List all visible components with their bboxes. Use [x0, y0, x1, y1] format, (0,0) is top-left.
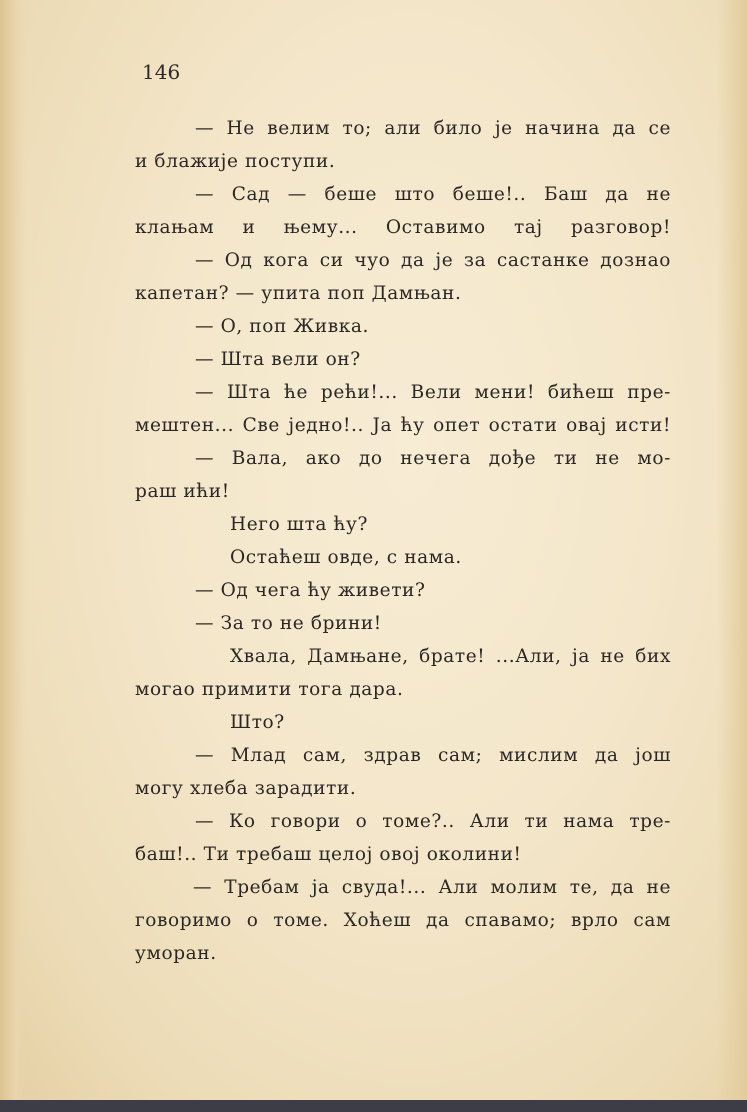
text-line: — Шта вели он? — [195, 349, 361, 370]
text-line: капетан? — упита поп Дамњан. — [135, 283, 462, 304]
text-line: — Требам ја свуда!... Али молим те, да не — [193, 877, 671, 898]
text-line: — О, поп Живка. — [195, 316, 369, 337]
text-line: — Од кога си чуо да је за састанке дознао — [195, 250, 671, 271]
text-line: и блажије поступи. — [135, 151, 336, 172]
text-line: говоримо о томе. Хоћеш да спавамо; врло сам — [135, 910, 671, 931]
text-line: — Од чега ћу живети? — [195, 580, 426, 601]
text-line: Него шта ћу? — [230, 514, 369, 535]
page-number: 146 — [142, 60, 181, 84]
text-line: раш ићи! — [135, 481, 230, 502]
text-line: Хвала, Дамњане, брате! ...Али, ја не бих — [230, 646, 671, 667]
text-line: уморан. — [135, 943, 217, 964]
text-line: Остаћеш овде, с нама. — [230, 547, 462, 568]
text-line: — Вала, ако до нечега дође ти не мо- — [195, 448, 671, 469]
text-line: Што? — [230, 712, 285, 733]
scan-bottom-edge — [0, 1100, 747, 1112]
text-line: — Не велим то; али било је начина да се — [195, 118, 671, 139]
text-line: — Шта ће рећи!... Вели мени! бићеш пре- — [195, 382, 671, 403]
text-line: мештен... Све једно!.. Ја ћу опет остати овај исти! — [135, 415, 671, 436]
text-line: — Млад сам, здрав сам; мислим да још — [195, 745, 671, 766]
text-line: могу хлеба зарадити. — [135, 778, 357, 799]
text-line: баш!.. Ти требаш целој овој околини! — [135, 844, 522, 865]
text-line: могао примити тога дара. — [135, 679, 404, 700]
page-edge-right — [717, 0, 747, 1112]
text-line: клањам и њему... Оставимо тај разговор! — [135, 217, 671, 238]
page-edge-left — [0, 0, 26, 1112]
text-line: — Ко говори о томе?.. Али ти нама тре- — [195, 811, 671, 832]
body-text — [135, 112, 671, 970]
text-line: — За то не брини! — [195, 613, 382, 634]
text-line: — Сад — беше што беше!.. Баш да не — [195, 184, 671, 205]
